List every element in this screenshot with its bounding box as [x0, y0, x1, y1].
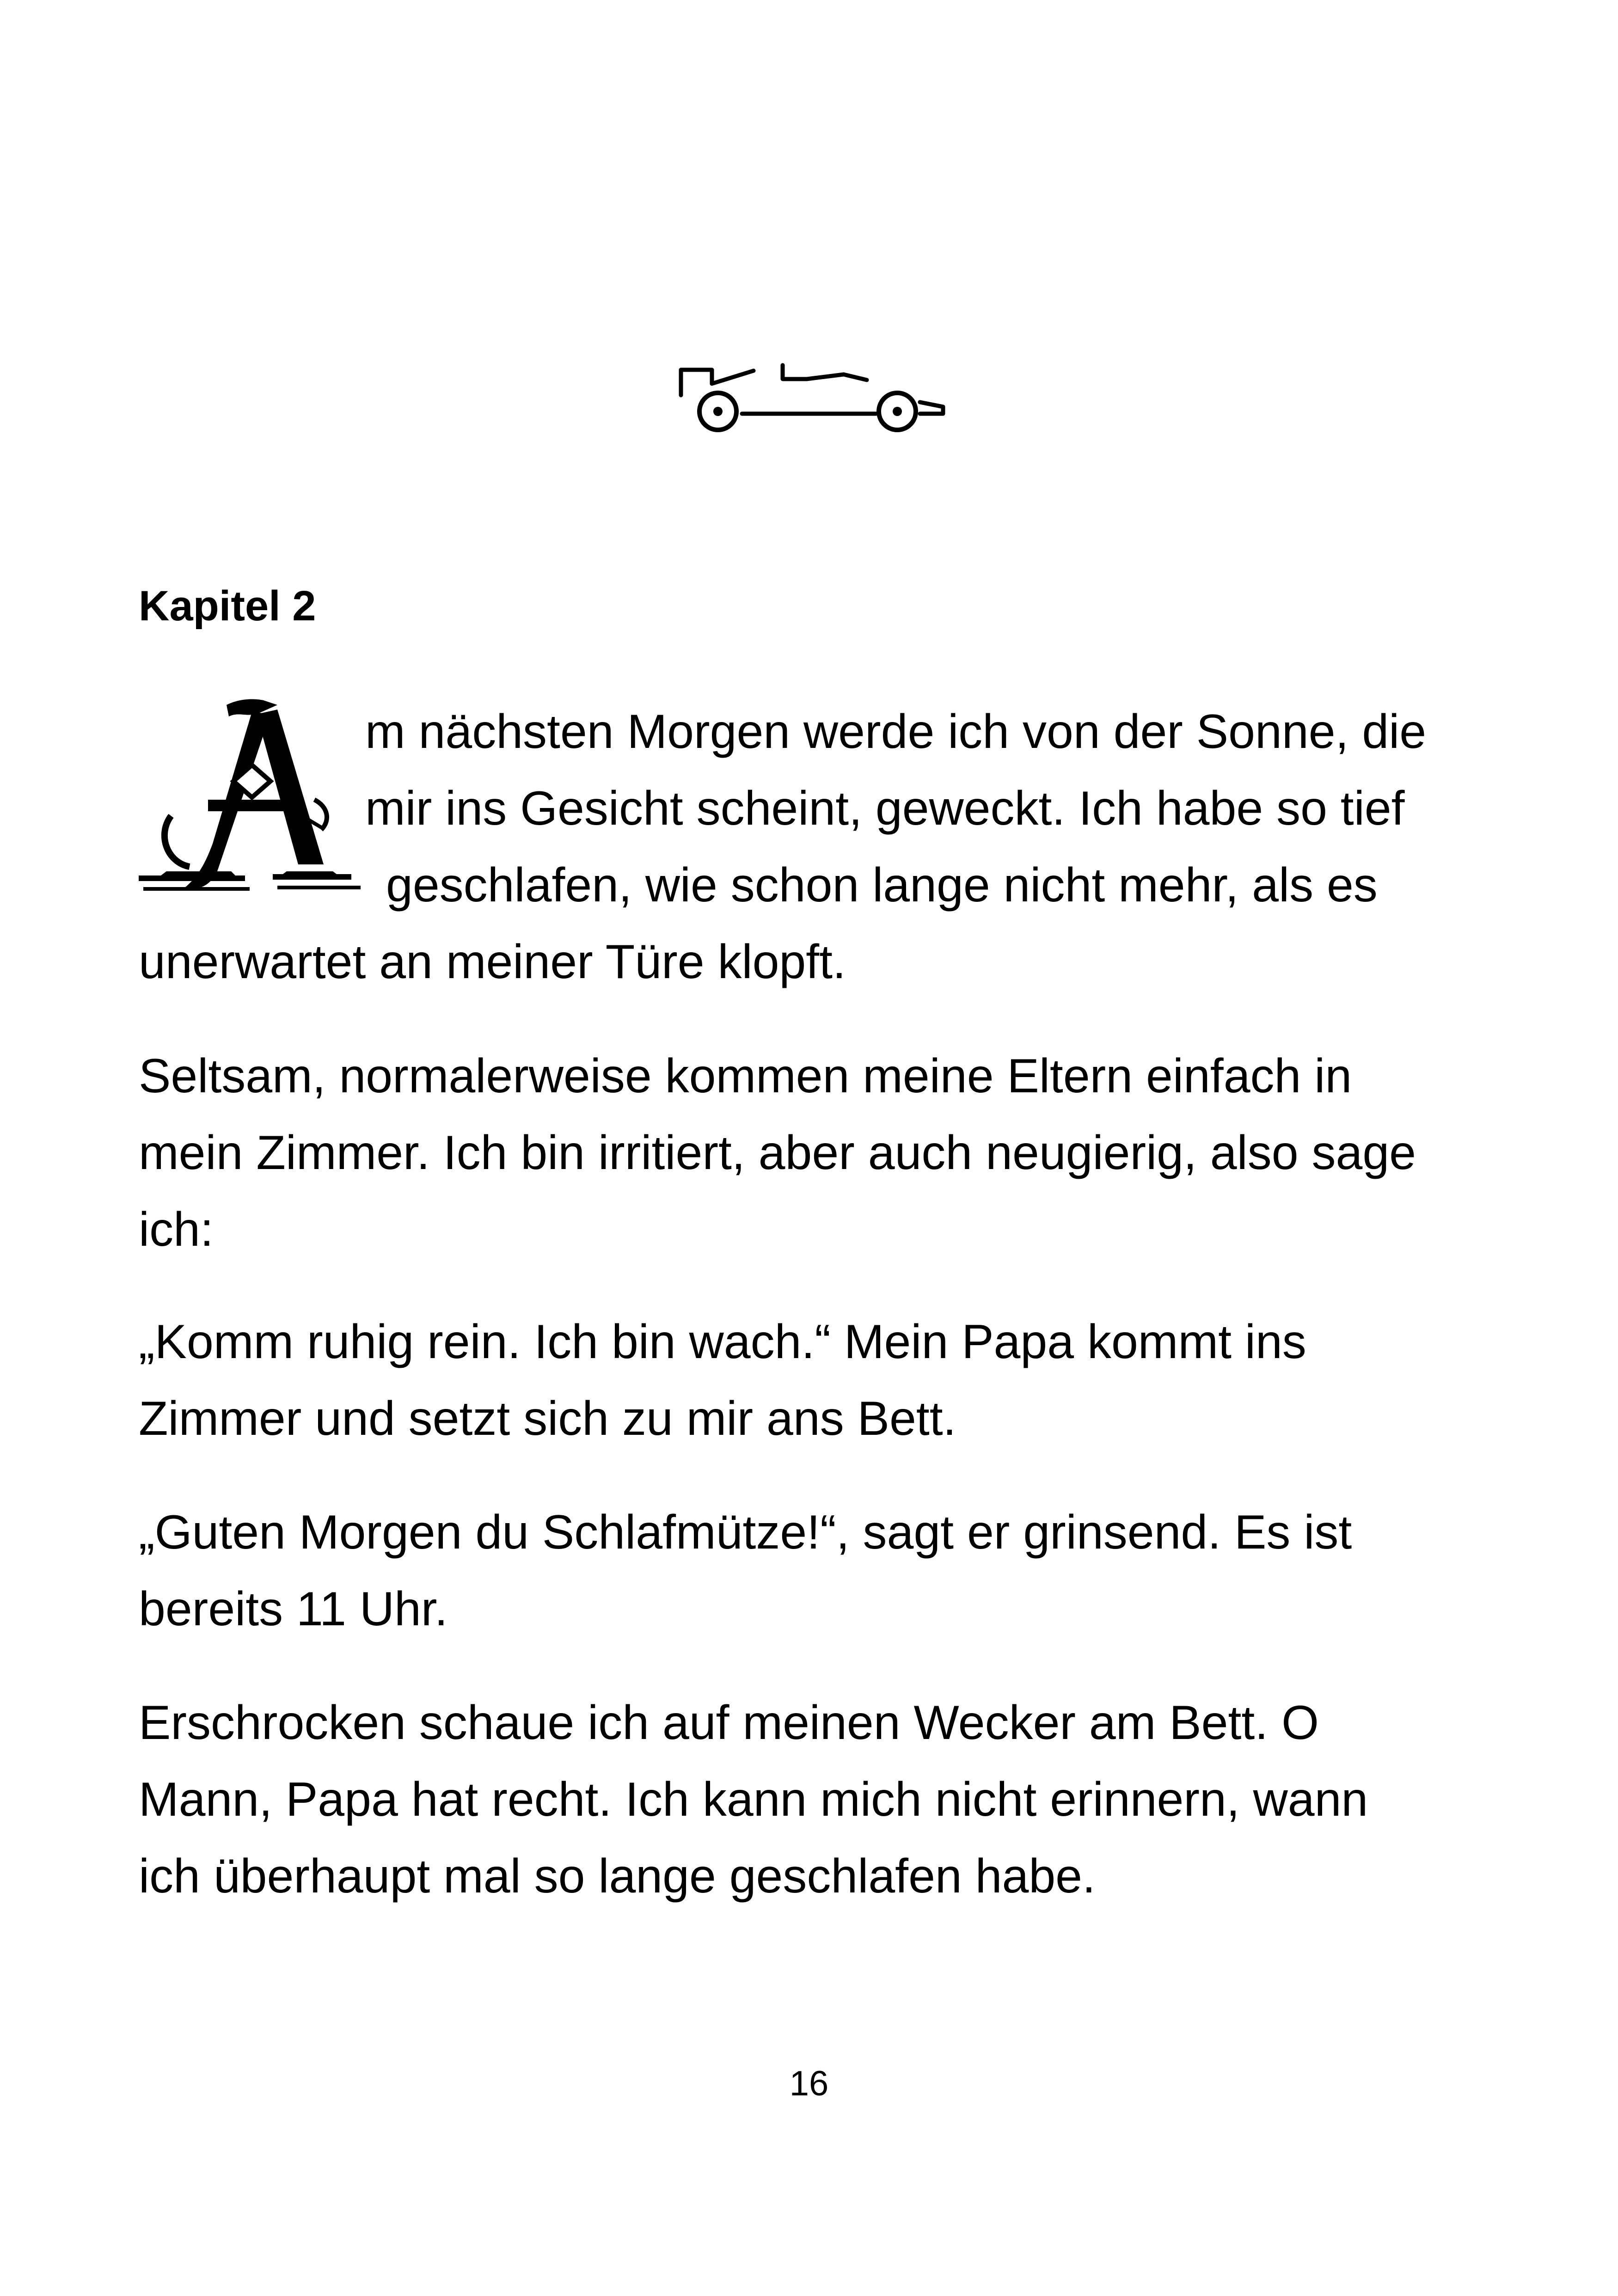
text-line: ich überhaupt mal so lange geschlafen habe.: [139, 1849, 1096, 1903]
text-line: Erschrocken schaue ich auf meinen Wecker am Bett. O: [139, 1696, 1319, 1750]
race-car-icon: [673, 351, 945, 444]
text-line: bereits 11 Uhr.: [139, 1582, 448, 1636]
paragraph-5: [139, 1684, 1479, 1915]
text-line: m nächsten Morgen werde ich von der Sonne, die: [365, 705, 1427, 759]
text-line: „Komm ruhig rein. Ich bin wach.“ Mein Papa kommt ins: [139, 1315, 1306, 1369]
text-line: mein Zimmer. Ich bin irritiert, aber auch neugierig, also sage: [139, 1126, 1416, 1180]
text-line: „Guten Morgen du Schlafmütze!“, sagt er grinsend. Es ist: [139, 1506, 1352, 1559]
text-line: geschlafen, wie schon lange nicht mehr, als es: [386, 858, 1378, 912]
page-number: 16: [789, 2064, 829, 2103]
paragraph-1: [139, 693, 1479, 1000]
paragraph-3: [139, 1304, 1479, 1457]
paragraph-4: [139, 1494, 1479, 1647]
text-line: unerwartet an meiner Türe klopft.: [139, 935, 846, 989]
text-line: Zimmer und setzt sich zu mir ans Bett.: [139, 1392, 956, 1445]
text-line: ich:: [139, 1203, 214, 1256]
text-line: mir ins Gesicht scheint, geweckt. Ich habe so tief: [365, 782, 1405, 835]
text-line: Seltsam, normalerweise kommen meine Eltern einfach in: [139, 1049, 1352, 1103]
text-line: Mann, Papa hat recht. Ich kann mich nicht erinnern, wann: [139, 1773, 1368, 1826]
chapter-title: Kapitel 2: [139, 582, 316, 630]
paragraph-2: [139, 1038, 1479, 1268]
